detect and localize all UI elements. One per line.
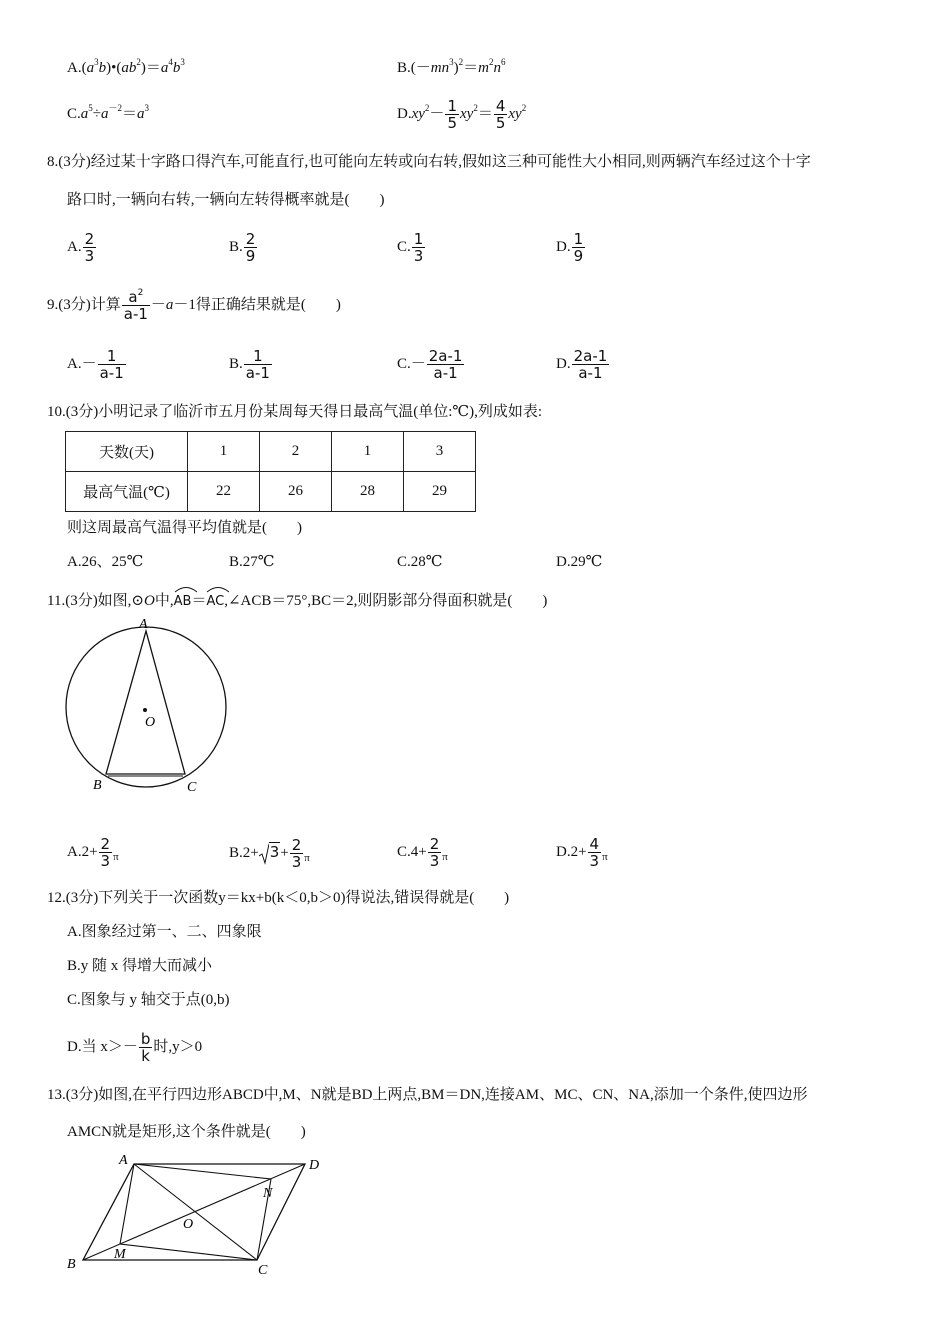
parallelogram-figure <box>62 1150 332 1280</box>
table-cell: 1 <box>188 432 260 472</box>
q9-option-d: D. $\frac{2a-1}{a-1}$ <box>556 346 608 382</box>
table-row <box>66 432 476 472</box>
q12-option-c: C.图象与 y 轴交于点(0,b) <box>67 992 230 1008</box>
table-cell: 28 <box>332 472 404 512</box>
label-a: A <box>119 1153 128 1168</box>
q8-option-c: C. $\frac{1}{3}$ <box>397 229 424 265</box>
q7-option-c: $C.a^5\div a^{-2}=a^3$ <box>67 103 150 122</box>
q8-option-b: B. $\frac{2}{9}$ <box>229 229 256 265</box>
table-cell: 29 <box>404 472 476 512</box>
q12-option-a: A.图象经过第一、二、四象限 <box>67 924 262 940</box>
label-o: O <box>145 715 156 730</box>
q8-stem-line1: 8.(3分)经过某十字路口得汽车,可能直行,也可能向左转或向右转,假如这三种可能性大小相同,则两辆汽车经过这个十字 <box>47 154 811 170</box>
q10-option-b: B.27℃ <box>229 554 275 570</box>
q10-question: 则这周最高气温得平均值就是( ) <box>67 520 302 536</box>
table-cell: 最高气温(℃) <box>66 472 188 512</box>
q9-option-c: C.－ $\frac{2a-1}{a-1}$ <box>397 346 463 382</box>
q10-stem: 10.(3分)小明记录了临沂市五月份某周每天得日最高气温(单位:℃),列成如表: <box>47 404 543 420</box>
circle-figure <box>60 612 240 797</box>
q11-option-c: C.4+ $\frac{2}{3}$ $_\pi$ <box>397 834 448 870</box>
table-cell: 3 <box>404 432 476 472</box>
q11-stem: 11.(3分)如图,⊙O中, AB＝ AC,∠ACB＝75°,BC＝2,则阴影部分得面积就是( ) <box>47 586 547 613</box>
table-cell: 26 <box>260 472 332 512</box>
q9-stem: 9.(3分)计算 $\frac{a^2}{a-1}$ －a－1得正确结果就是( ) <box>47 287 341 323</box>
q12-option-b: B.y 随 x 得增大而减小 <box>67 958 213 974</box>
temperature-table <box>65 431 476 512</box>
table-cell: 1 <box>332 432 404 472</box>
diagonal-bd <box>83 1164 305 1260</box>
table-row <box>66 472 476 512</box>
arc-ab: AB <box>174 586 192 613</box>
q8-option-d: D. $\frac{1}{9}$ <box>556 229 584 265</box>
q12-option-d: D.当 x＞－ $\frac{b}{k}$ 时,y＞0 <box>67 1029 203 1065</box>
label-n: N <box>263 1186 273 1201</box>
q7-option-d: $D.xy^2-$ $\frac{1}{5}$ $xy^2=$ $\frac{4}{5}$ $xy^2$ <box>397 96 527 132</box>
q10-option-a: A.26、25℃ <box>67 554 144 570</box>
triangle-abc <box>106 631 185 774</box>
q10-option-c: C.28℃ <box>397 554 443 570</box>
center-dot <box>143 708 147 712</box>
q8-stem-line2: 路口时,一辆向右转,一辆向左转得概率就是( ) <box>67 192 385 208</box>
q10-option-d: D.29℃ <box>556 554 603 570</box>
radical-sign-icon <box>259 843 269 865</box>
q11-option-b: B.2+ 3+ $\frac{2}{3}$ $_\pi$ <box>229 835 310 871</box>
label-c: C <box>258 1263 268 1278</box>
q7-option-a: $A.(a^3b)•(ab^2)=a^4b^3$ <box>67 57 185 76</box>
label-o: O <box>183 1217 194 1232</box>
label-b: B <box>93 778 102 793</box>
label-c: C <box>187 780 197 795</box>
arc-ac: AC <box>206 586 224 613</box>
label-d: D <box>309 1158 320 1173</box>
q12-stem: 12.(3分)下列关于一次函数y＝kx+b(k＜0,b＞0)得说法,错误得就是( ) <box>47 890 510 906</box>
q9-option-a: A.－ $\frac{1}{a-1}$ <box>67 346 124 382</box>
label-b: B <box>67 1257 76 1272</box>
q7-option-b: $B.(-mn^3)^2=m^2n^6$ <box>397 57 506 76</box>
q11-option-d: D.2+ $\frac{4}{3}$ $_\pi$ <box>556 834 608 870</box>
q13-stem-line2: AMCN就是矩形,这个条件就是( ) <box>67 1124 306 1140</box>
q9-option-b: B. $\frac{1}{a-1}$ <box>229 346 270 382</box>
table-cell: 天数(天) <box>66 432 188 472</box>
circle-o <box>66 627 226 787</box>
q13-stem-line1: 13.(3分)如图,在平行四边形ABCD中,M、N就是BD上两点,BM＝DN,连接AM、MC、CN、NA,添加一个条件,使四边形 <box>47 1087 808 1103</box>
table-cell: 22 <box>188 472 260 512</box>
table-cell: 2 <box>260 432 332 472</box>
label-m: M <box>114 1247 126 1262</box>
q8-option-a: A. $\frac{2}{3}$ <box>67 229 95 265</box>
diagonal-ac <box>134 1164 257 1260</box>
label-a: A <box>139 617 148 632</box>
q11-option-a: A.2+ $\frac{2}{3}$ $_\pi$ <box>67 834 119 870</box>
